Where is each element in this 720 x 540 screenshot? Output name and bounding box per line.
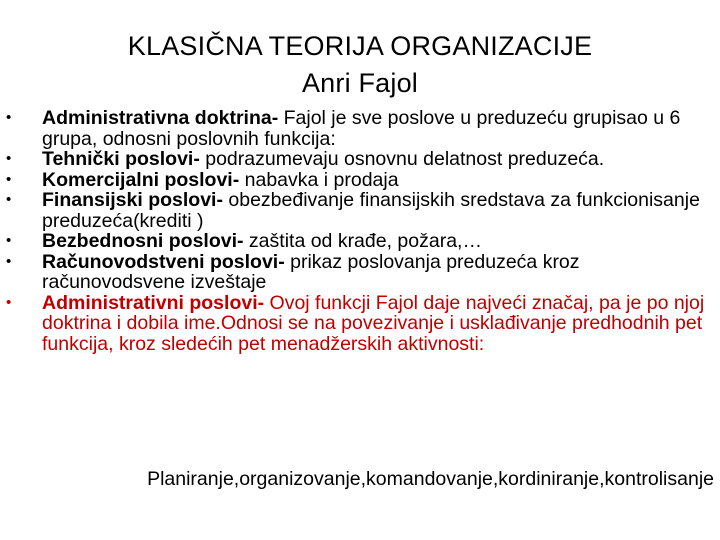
slide-subtitle-author: Anri Fajol [301, 68, 419, 98]
bullet-icon: • [6, 150, 12, 167]
management-activities-line: Planiranje,organizovanje,komandovanje,kordiniranje,kontrolisanje [147, 468, 714, 490]
list-item-administrativni-poslovi [0, 293, 720, 355]
bullet-icon: • [6, 191, 12, 208]
list-item-text: podrazumevaju osnovnu delatnost preduzeća. [199, 148, 605, 170]
list-item-text: nabavka i prodaja [239, 168, 399, 191]
list-item-racunovodstveni-poslovi [0, 252, 720, 293]
bullet-icon: • [6, 232, 12, 249]
list-item-administrativna-doktrina [0, 108, 720, 149]
slide-title [0, 28, 720, 102]
list-item-komercijalni-poslovi [0, 170, 720, 191]
list-item-text: Ovoj funkcji Fajol daje najveći značaj, pa je po njoj doktrina i dobila ime.Odnosi se na povezivanje i usklađivanje predhodnih pet funkcija, kroz sledećih pet menadžerskih aktivnosti: [42, 291, 705, 355]
list-item-text: Fajol je sve poslove u preduzeću grupisao u 6 grupa, odnosni poslovnih funkcija: [42, 107, 681, 150]
list-item-bezbednosni-poslovi [0, 231, 720, 252]
list-item-term: Finansijski poslovi- [42, 189, 223, 211]
list-item-text: obezbeđivanje finansijskih sredstava za funkcionisanje preduzeća(krediti ) [42, 189, 700, 232]
bullet-list [0, 108, 720, 354]
list-item-tehnicki-poslovi [0, 149, 720, 170]
list-item-term: Administrativna doktrina- [42, 107, 279, 129]
list-item-text: zaštita od krađe, požara,… [243, 230, 482, 252]
slide-title-line-1: KLASIČNA TEORIJA ORGANIZACIJE [127, 31, 593, 61]
list-item-finansijski-poslovi [0, 190, 720, 231]
bullet-icon: • [6, 252, 12, 270]
list-item-term: Računovodstveni poslovi- [42, 250, 285, 273]
list-item-text: prikaz poslovanja preduzeća kroz računovodsvene izveštaje [42, 250, 580, 293]
list-item-term: Tehnički poslovi- [42, 148, 200, 170]
bullet-icon: • [6, 170, 12, 188]
list-item-term: Komercijalni poslovi- [42, 168, 240, 191]
bullet-icon: • [6, 109, 12, 126]
list-item-term: Administrativni poslovi- [42, 291, 265, 314]
list-item-term: Bezbednosni poslovi- [42, 230, 244, 252]
bullet-icon: • [6, 293, 12, 311]
